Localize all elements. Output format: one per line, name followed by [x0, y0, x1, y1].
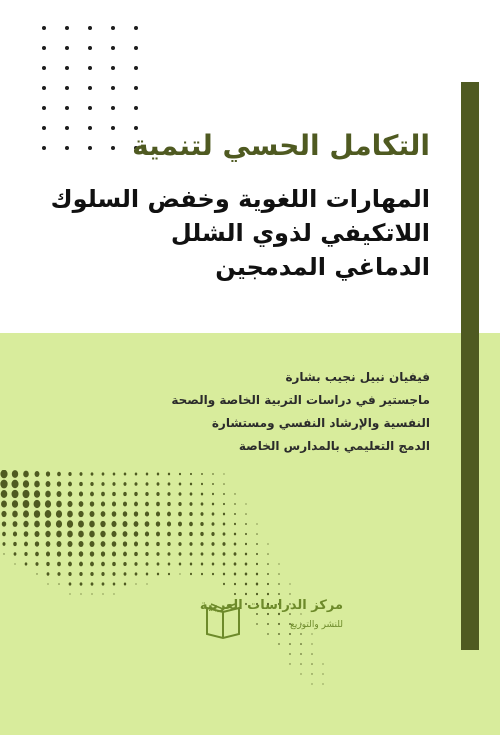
author-credential: ماجستير في دراسات التربية الخاصة والصحة [171, 393, 430, 407]
title-line: اللاتكيفي لذوي الشلل [170, 219, 430, 247]
author-credential: الدمج التعليمي بالمدارس الخاصة [238, 439, 430, 453]
title-main: التكامل الحسي لتنمية [132, 129, 430, 162]
publisher-subtitle: للنشر والتوزيع [290, 620, 343, 630]
title-subtitle [50, 182, 430, 284]
publisher-name: مركز الدراسات العربية [199, 598, 343, 613]
author-credential: النفسية والإرشاد النفسي ومستشارة [211, 416, 430, 430]
title-line: المهارات اللغوية وخفض السلوك [50, 185, 430, 213]
title-line: الدماغي المدمجين [215, 253, 430, 281]
publisher-logo [199, 598, 343, 642]
author-block [100, 366, 430, 458]
accent-vertical-bar [461, 82, 479, 650]
author-name: فيفيان نبيل نجيب بشارة [285, 370, 430, 384]
